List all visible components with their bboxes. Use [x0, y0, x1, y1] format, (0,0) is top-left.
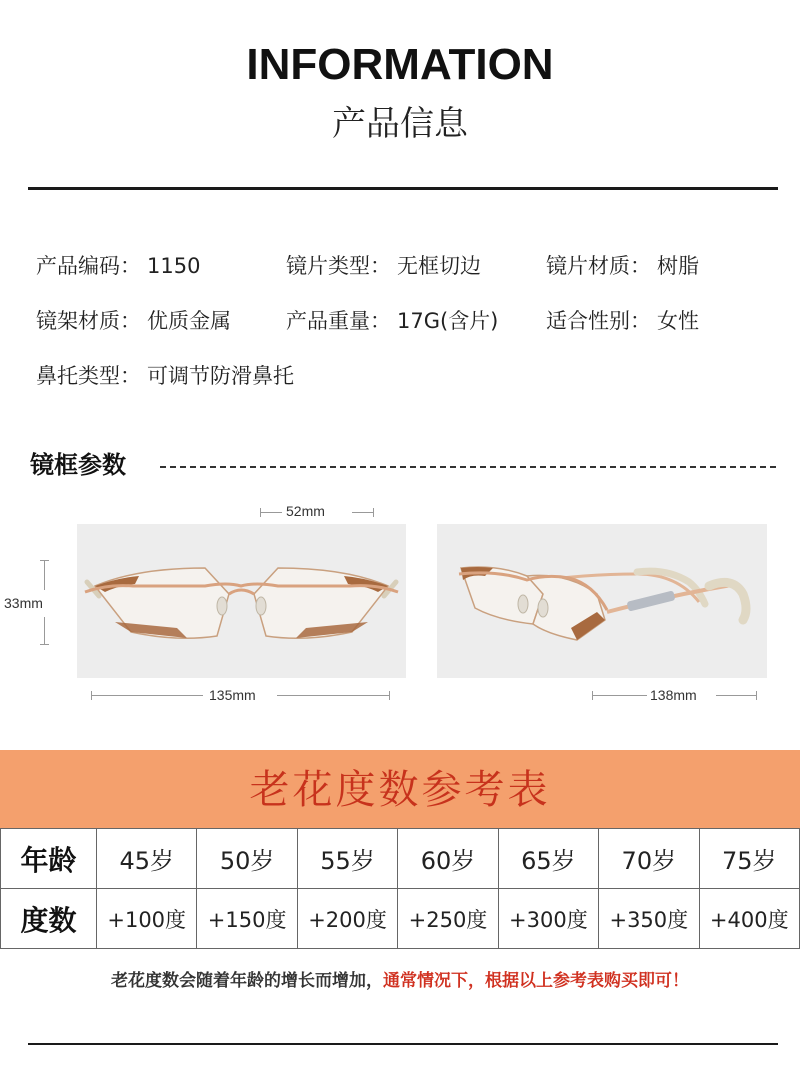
reference-table: [0, 828, 800, 949]
info-item-lens-type: [286, 250, 481, 280]
frame-width-label: 135mm: [209, 687, 256, 703]
degree-header: 度数: [1, 889, 97, 949]
glasses-side-image: [437, 524, 767, 678]
age-cell: 50岁: [197, 829, 297, 889]
title-en: INFORMATION: [246, 40, 554, 89]
degree-cell: +350度: [599, 889, 699, 949]
dim-line: [716, 695, 756, 696]
note-highlight: 通常情况下，根据以上参考表购买即可！: [383, 971, 689, 991]
info-row: [36, 305, 776, 360]
dim-line: [91, 695, 203, 696]
age-cell: 55岁: [297, 829, 397, 889]
age-cell: 60岁: [398, 829, 498, 889]
info-item-nose-pad: [36, 360, 294, 390]
info-value: 女性: [657, 309, 699, 333]
table-row-age: [1, 829, 800, 889]
lens-width-label: 52mm: [286, 503, 325, 519]
age-header: 年龄: [1, 829, 97, 889]
dim-line: [592, 695, 647, 696]
top-divider: [28, 187, 778, 190]
frame-params-title: 镜框参数: [30, 451, 126, 479]
dim-tick: [389, 691, 390, 700]
degree-cell: +250度: [398, 889, 498, 949]
dim-line: [44, 560, 45, 590]
reference-banner: [0, 750, 800, 828]
info-key: 适合性别：: [546, 309, 651, 333]
reference-title: 老花度数参考表: [249, 767, 551, 813]
temple-length-label: 138mm: [650, 687, 697, 703]
info-key: 产品重量：: [286, 309, 391, 333]
dim-line: [260, 512, 282, 513]
dashed-divider: [160, 466, 776, 468]
info-key: 产品编码：: [36, 254, 141, 278]
info-key: 镜架材质：: [36, 309, 141, 333]
glasses-front-illustration: [77, 524, 406, 678]
age-cell: 75岁: [699, 829, 799, 889]
age-cell: 45岁: [97, 829, 197, 889]
dim-tick: [373, 508, 374, 517]
info-value: 17G(含片): [397, 309, 499, 333]
info-value: 优质金属: [147, 309, 231, 333]
glasses-front-image: [77, 524, 406, 678]
info-value: 树脂: [657, 254, 699, 278]
dim-tick: [756, 691, 757, 700]
age-cell: 65岁: [498, 829, 598, 889]
info-key: 鼻托类型：: [36, 364, 141, 388]
product-info: [36, 250, 776, 415]
glasses-side-illustration: [437, 524, 767, 678]
purchase-note: [0, 966, 800, 991]
dim-tick: [40, 644, 49, 645]
info-item-weight: [286, 305, 498, 335]
note-text: 老花度数会随着年龄的增长而增加，: [111, 971, 383, 991]
title-zh: 产品信息: [332, 104, 468, 144]
info-item-lens-material: [546, 250, 699, 280]
lens-height-label: 33mm: [4, 595, 43, 611]
dim-line: [44, 617, 45, 645]
info-item-code: [36, 250, 200, 280]
info-value: 可调节防滑鼻托: [147, 364, 294, 388]
degree-cell: +200度: [297, 889, 397, 949]
info-key: 镜片材质：: [546, 254, 651, 278]
dim-line: [277, 695, 389, 696]
table-row-degree: [1, 889, 800, 949]
info-item-gender: [546, 305, 699, 335]
dim-line: [352, 512, 374, 513]
info-item-frame-material: [36, 305, 231, 335]
degree-cell: +100度: [97, 889, 197, 949]
age-cell: 70岁: [599, 829, 699, 889]
info-key: 镜片类型：: [286, 254, 391, 278]
info-value: 1150: [147, 254, 201, 278]
info-value: 无框切边: [397, 254, 481, 278]
info-row: [36, 360, 776, 415]
bottom-divider: [28, 1043, 778, 1045]
degree-cell: +400度: [699, 889, 799, 949]
info-row: [36, 250, 776, 305]
degree-cell: +150度: [197, 889, 297, 949]
degree-cell: +300度: [498, 889, 598, 949]
